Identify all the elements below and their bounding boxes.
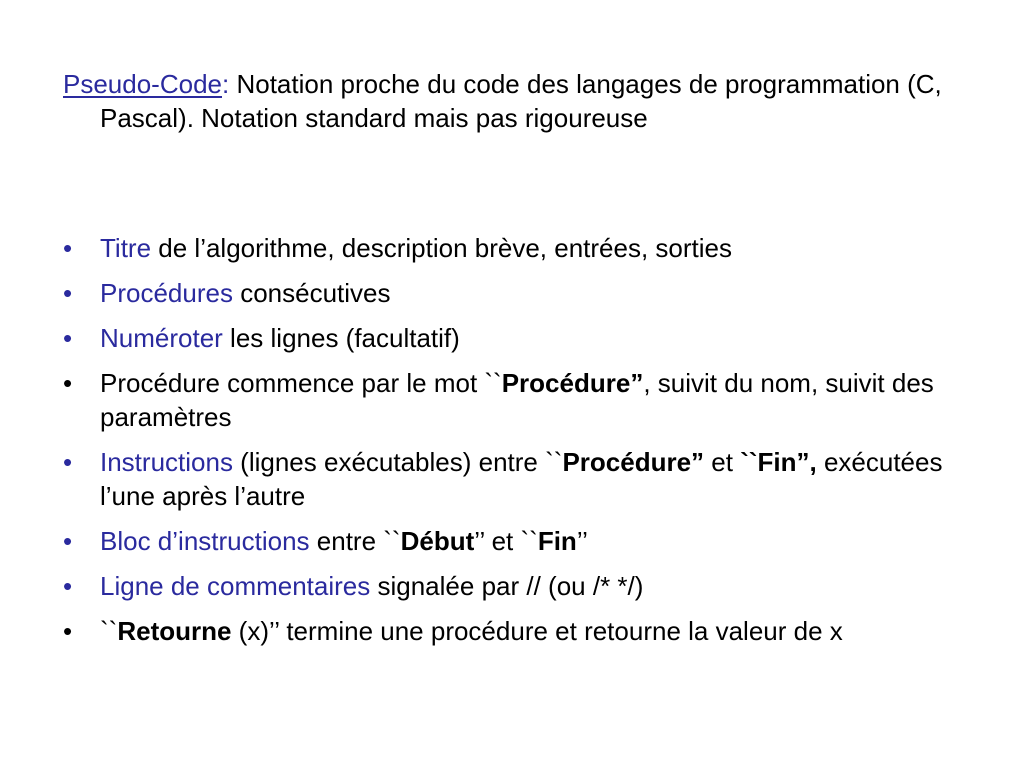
bullet-item-numeroter xyxy=(63,321,973,355)
bullet-text: (lignes exécutables) entre `` xyxy=(232,447,563,477)
bullet-text: de l’algorithme, description brève, entrées, sorties xyxy=(151,233,732,263)
bullet-text: , suivit du nom, suivit des paramètres xyxy=(100,368,934,432)
bullet-text: ’’ et `` xyxy=(474,526,538,556)
bullet-text: signalée par // (ou /* */) xyxy=(370,571,644,601)
bullet-text: les lignes (facultatif) xyxy=(222,323,460,353)
keyword-procedure: Procédure” xyxy=(501,368,644,398)
bullet-text: et xyxy=(704,447,741,477)
bullet-dot: • xyxy=(63,233,73,263)
bullet-term: Procédures xyxy=(100,278,233,308)
bullet-term: Instructions xyxy=(100,447,233,477)
intro-term: Pseudo-Code xyxy=(63,69,222,99)
bullet-dot: • xyxy=(63,616,73,646)
bullet-text: entre `` xyxy=(309,526,401,556)
bullet-dot: • xyxy=(63,278,73,308)
bullet-item-bloc xyxy=(63,524,973,558)
keyword-procedure: Procédure” xyxy=(562,447,705,477)
bullet-item-titre xyxy=(63,231,973,265)
bullet-text: Procédure commence par le mot `` xyxy=(100,368,502,398)
bullet-dot: • xyxy=(63,571,73,601)
keyword-fin: Fin xyxy=(537,526,577,556)
bullet-term: Titre xyxy=(100,233,152,263)
bullet-text: `` xyxy=(100,616,118,646)
keyword-retourne: Retourne xyxy=(117,616,232,646)
bullet-item-commentaires xyxy=(63,569,973,603)
bullet-dot: • xyxy=(63,368,73,398)
bullet-dot: • xyxy=(63,526,73,556)
bullet-item-procedure-commence xyxy=(63,366,973,434)
bullet-text: (x)’’ termine une procédure et retourne la valeur de x xyxy=(231,616,843,646)
bullet-item-procedures xyxy=(63,276,973,310)
bullet-term: Numéroter xyxy=(100,323,223,353)
bullet-item-instructions xyxy=(63,445,973,513)
keyword-fin: ``Fin”, xyxy=(740,447,817,477)
intro-colon: : xyxy=(222,69,230,99)
bullet-text: exécutées l’une après l’autre xyxy=(100,447,943,511)
bullet-list xyxy=(63,231,973,659)
bullet-term: Ligne de commentaires xyxy=(100,571,371,601)
intro-paragraph xyxy=(63,67,1000,135)
bullet-dot: • xyxy=(63,323,73,353)
bullet-text: consécutives xyxy=(232,278,391,308)
intro-text: Notation proche du code des langages de programmation (C, Pascal). Notation standard mais pas rigoureuse xyxy=(100,69,942,133)
bullet-dot: • xyxy=(63,447,73,477)
keyword-debut: Début xyxy=(400,526,475,556)
bullet-item-retourne xyxy=(63,614,973,648)
bullet-term: Bloc d’instructions xyxy=(100,526,310,556)
bullet-text: ’’ xyxy=(576,526,588,556)
